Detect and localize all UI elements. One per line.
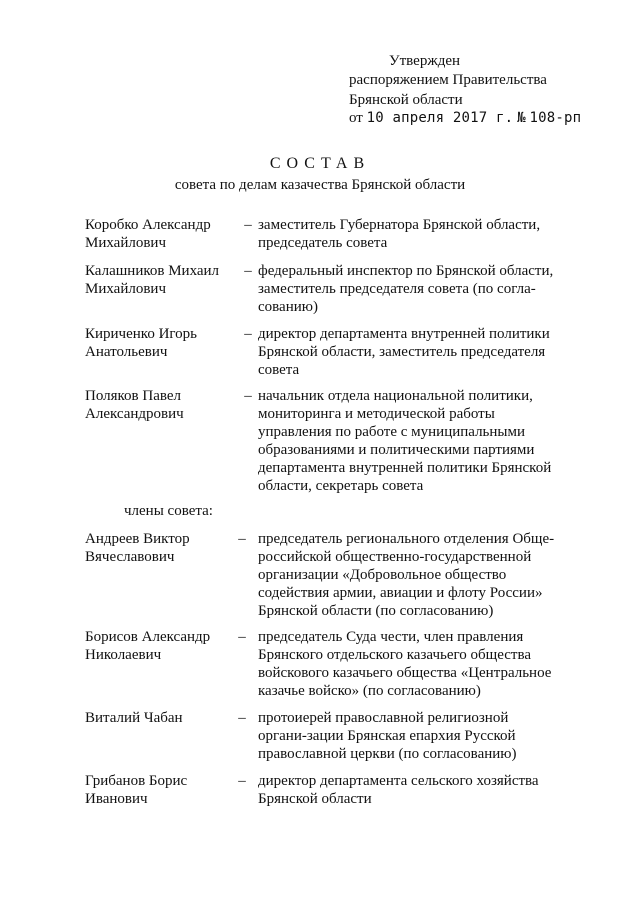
person-role: заместитель Губернатора Брянской области, председатель совета: [258, 217, 541, 251]
document-title: СОСТАВ: [269, 155, 371, 172]
document-subtitle: совета по делам казачества Брянской области: [174, 177, 466, 193]
date-prefix: от: [349, 110, 363, 126]
person-name: Кириченко Игорь Анатольевич: [85, 326, 198, 360]
approval-status: Утвержден: [389, 53, 461, 69]
dash-separator: –: [244, 217, 252, 233]
person-role: председатель Суда чести, член правления Брянского отдельского казачьего общества войскового казачьего общества «Центральное казачье войско» (по согласованию): [258, 629, 552, 699]
person-role: председатель регионального отделения Обще-российской общественно-государственной организации «Добровольное общество содействия армии, авиации и флоту России» Брянской области (по согласованию): [258, 531, 555, 619]
approval-authority: распоряжением Правительства: [349, 72, 547, 88]
number-sign: №: [517, 110, 526, 126]
person-name: Андреев Виктор Вячеславович: [85, 531, 190, 565]
person-role: протоиерей православной религиозной органи-зации Брянская епархия Русской православной церкви (по согласованию): [258, 710, 517, 762]
person-name: Виталий Чабан: [85, 710, 183, 726]
approval-number: 108-рп: [529, 110, 582, 126]
dash-separator: –: [238, 773, 246, 789]
dash-separator: –: [244, 388, 252, 404]
person-role: начальник отдела национальной политики, мониторинга и методической работы управления по работе с муниципальными образованиями и политическими партиями департамента внутренней политики Брянской области, секретарь совета: [258, 388, 552, 494]
approval-region: Брянской области: [349, 92, 463, 108]
person-name: Грибанов Борис Иванович: [85, 773, 188, 807]
dash-separator: –: [238, 710, 246, 726]
person-role: директор департамента сельского хозяйства Брянской области: [258, 773, 539, 807]
approval-block: [0, 0, 640, 130]
dash-separator: –: [244, 326, 252, 342]
approval-date: 10 апреля 2017 г.: [366, 110, 514, 126]
dash-separator: –: [238, 531, 246, 547]
dash-separator: –: [238, 629, 246, 645]
approval-date-number: [349, 109, 581, 127]
person-role: федеральный инспектор по Брянской области, заместитель председателя совета (по согла-сованию): [258, 263, 554, 315]
person-name: Борисов Александр Николаевич: [85, 629, 211, 663]
person-role: директор департамента внутренней политики Брянской области, заместитель председателя совета: [258, 326, 550, 378]
person-name: Коробко Александр Михайлович: [85, 217, 211, 251]
person-name: Калашников Михаил Михайлович: [85, 263, 220, 297]
members-section-label: члены совета:: [124, 503, 213, 519]
dash-separator: –: [244, 263, 252, 279]
person-name: Поляков Павел Александрович: [85, 388, 184, 422]
